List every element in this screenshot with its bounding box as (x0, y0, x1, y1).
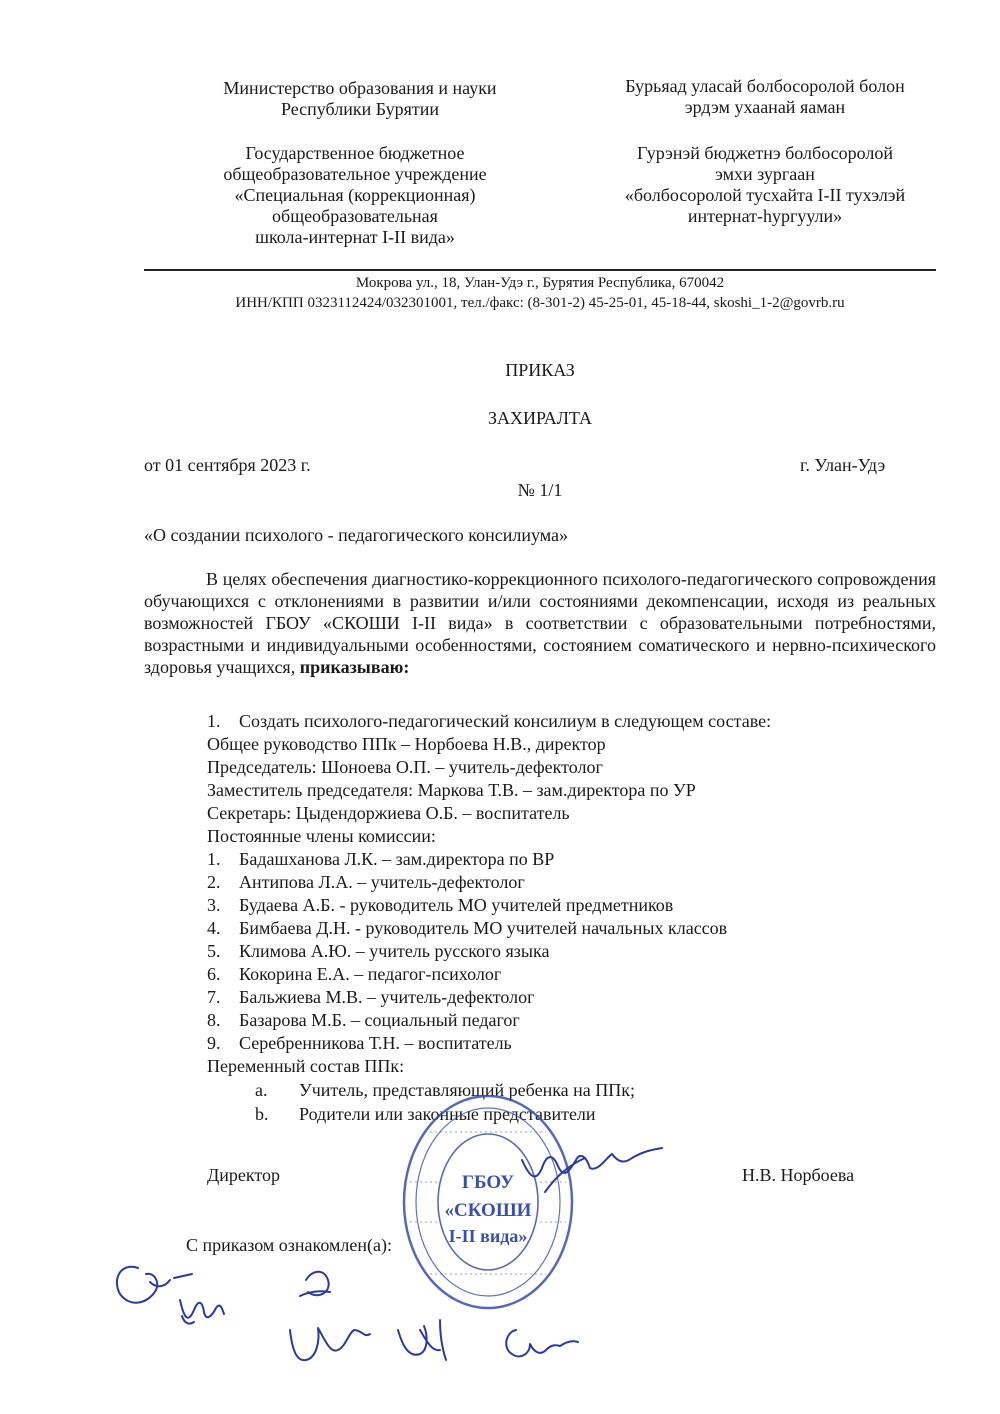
order-preamble (144, 568, 936, 678)
staff-signature-4 (290, 1328, 370, 1360)
deputy-chairperson: Заместитель председателя: Маркова Т.В. – зам.директора по УР (207, 780, 696, 800)
order-number: № 1/1 (517, 480, 563, 500)
secretary: Секретарь: Цыдендоржиева О.Б. – воспитатель (207, 803, 570, 823)
seal-line-1: ГБОУ (461, 1172, 515, 1193)
member-text: Бимбаева Д.Н. - руководитель МО учителей начальных классов (239, 918, 728, 938)
member-text: Серебренникова Т.Н. – воспитатель (239, 1033, 512, 1053)
general-management: Общее руководство ППк – Норбоева Н.В., директор (207, 734, 606, 754)
member-list-item (207, 987, 535, 1008)
ministry-name-bur: Бурьяад уласай болбосоролой болон эрдэм ухаанай яаман (625, 76, 905, 117)
member-list-item (207, 1010, 520, 1031)
member-text: Антипова Л.А. – учитель-дефектолог (239, 872, 525, 892)
order-title-bur: ЗАХИРАЛТА (487, 408, 593, 428)
member-number: 9. (207, 1033, 221, 1053)
staff-signature-1 (117, 1267, 192, 1303)
preamble-text: В целях обеспечения диагностико-коррекционного психолого-педагогического сопровождения обучающихся с отклонениями в развитии и/или состояниями декомпенсации, исходя из реальных возможностей ГБОУ «СКОШИ I-II вида» в соответствии с образовательными потребностями, возрастными и индивидуальными особенностями, состоянием соматического и нервно-психического здоровья учащихся, (144, 569, 936, 677)
member-number: 2. (207, 872, 221, 892)
seal-line-3: I-II вида» (448, 1226, 528, 1246)
member-list-item (207, 964, 501, 985)
acknowledgement-label: С приказом ознакомлен(а): (186, 1235, 392, 1255)
member-text: Климова А.Ю. – учитель русского языка (239, 941, 550, 961)
member-text: Будаева А.Б. - руководитель МО учителей предметников (239, 895, 674, 915)
member-number: 1. (207, 849, 221, 869)
member-list-item (207, 941, 549, 962)
address-line: Мокрова ул., 18, Улан-Удэ г., Бурятия Республика, 670042 (355, 275, 725, 291)
member-text: Кокорина Е.А. – педагог-психолог (239, 964, 502, 984)
member-list-item (207, 918, 727, 939)
staff-signature-2 (180, 1300, 224, 1324)
member-number: 4. (207, 918, 221, 938)
institution-name-bur: Гурэнэй бюджетнэ болбосоролой эмхи зургаан «болбосоролой тусхайта I-II тухэлэй интернат-hургуули» (624, 143, 906, 226)
variable-letter: a. (255, 1080, 268, 1100)
staff-signature-3 (300, 1272, 330, 1296)
member-list-item (207, 895, 673, 916)
variable-text: Учитель, представляющий ребенка на ППк; (299, 1080, 636, 1100)
variable-members-heading: Переменный состав ППк: (207, 1056, 405, 1076)
member-text: Бадашханова Л.К. – зам.директора по ВР (239, 849, 555, 869)
ministry-name-ru: Министерство образования и науки Республики Бурятии (223, 78, 497, 119)
contacts-line: ИНН/КПП 0323112424/032301001, тел./факс: (8-301-2) 45-25-01, 45-18-44, skoshi_1-2@govrb.ru (235, 295, 845, 311)
staff-signature-6 (506, 1330, 578, 1356)
member-list-item (207, 1033, 512, 1054)
variable-text: Родители или законные представители (299, 1104, 596, 1124)
order-subject: «О создании психолого - педагогического консилиума» (144, 525, 569, 545)
permanent-members-heading: Постоянные члены комиссии: (207, 826, 436, 846)
member-number: 6. (207, 964, 221, 984)
signatory-name: Н.В. Норбоева (742, 1165, 855, 1185)
decree-word: приказываю: (299, 657, 410, 677)
member-number: 7. (207, 987, 221, 1007)
signatory-position: Директор (207, 1165, 281, 1185)
order-city: г. Улан-Удэ (800, 455, 886, 475)
official-seal (400, 1092, 576, 1312)
composition-item (207, 711, 771, 732)
member-number: 5. (207, 941, 221, 961)
variable-letter: b. (255, 1104, 269, 1124)
header-divider (144, 269, 936, 271)
institution-name-ru: Государственное бюджетное общеобразовательное учреждение «Специальная (коррекционная) общеобразовательная школа-интернат I-II вида» (223, 143, 487, 247)
order-date: от 01 сентября 2023 г. (144, 455, 311, 475)
member-number: 8. (207, 1010, 221, 1030)
item-text: Создать психолого-педагогический консилиум в следующем составе: (239, 711, 772, 731)
member-list-item (207, 849, 554, 870)
member-text: Бальжиева М.В. – учитель-дефектолог (239, 987, 535, 1007)
member-number: 3. (207, 895, 221, 915)
chairperson: Председатель: Шоноева О.П. – учитель-дефектолог (207, 757, 603, 777)
member-list-item (207, 872, 525, 893)
item-number: 1. (207, 711, 221, 731)
member-text: Базарова М.Б. – социальный педагог (239, 1010, 520, 1030)
order-title-ru: ПРИКАЗ (505, 360, 575, 380)
staff-signature-5 (398, 1320, 446, 1360)
seal-line-2: «СКОШИ (444, 1200, 532, 1221)
